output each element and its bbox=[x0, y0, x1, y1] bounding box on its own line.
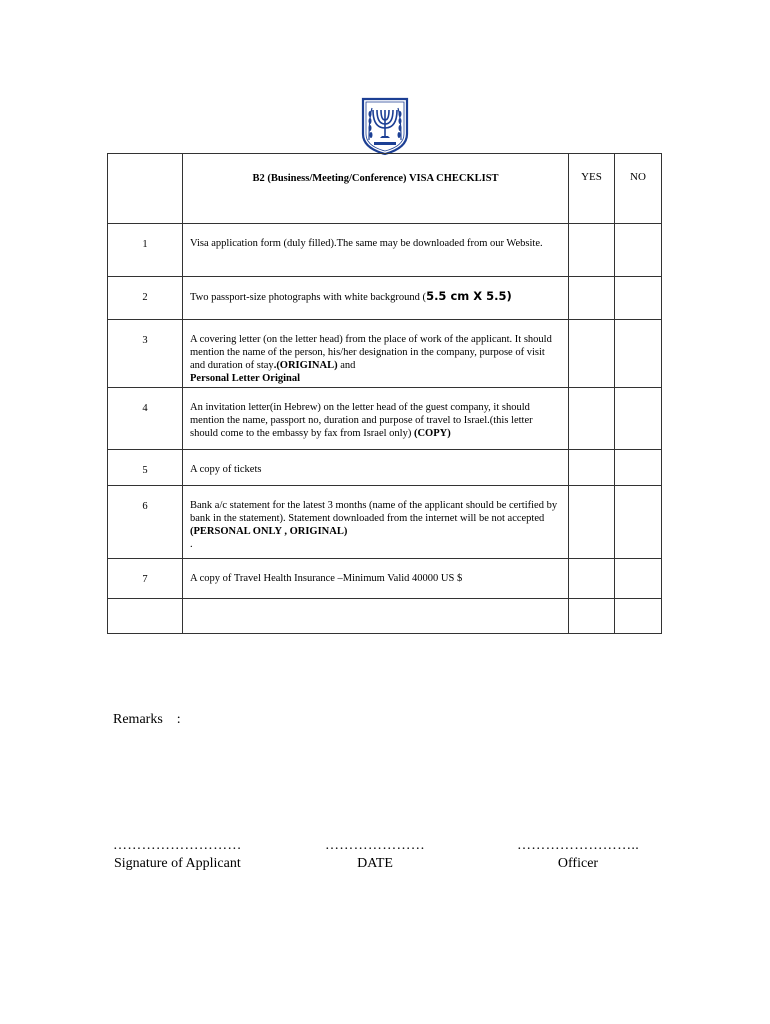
applicant-signature-block bbox=[113, 838, 242, 872]
yes-checkbox-cell[interactable] bbox=[569, 559, 615, 599]
date-block bbox=[325, 838, 425, 872]
table-row bbox=[108, 388, 662, 450]
table-row-empty bbox=[108, 599, 662, 634]
table-row bbox=[108, 277, 662, 320]
officer-label: Officer bbox=[557, 856, 599, 871]
remarks-line bbox=[113, 712, 181, 728]
row-description: Visa application form (duly filled).The same may be downloaded from our Website. bbox=[190, 238, 543, 249]
yes-column-header: YES bbox=[569, 154, 615, 224]
row-description: An invitation letter(in Hebrew) on the letter head of the guest company, it should mention the name, passport no, duration and purpose of travel to Israel.(this letter should come to the embassy by fax from Israel only) (COPY) bbox=[190, 402, 533, 439]
no-checkbox-cell[interactable] bbox=[615, 486, 662, 559]
yes-checkbox-cell[interactable] bbox=[569, 224, 615, 277]
header-number-cell bbox=[108, 154, 183, 224]
empty-number-cell bbox=[108, 599, 183, 634]
officer-signature-line[interactable]: …………………….. bbox=[517, 838, 639, 853]
row-description: A copy of tickets bbox=[190, 464, 262, 475]
officer-signature-block bbox=[517, 838, 639, 872]
yes-checkbox-cell[interactable] bbox=[569, 599, 615, 634]
yes-checkbox-cell[interactable] bbox=[569, 450, 615, 486]
row-number: 6 bbox=[142, 501, 148, 512]
no-checkbox-cell[interactable] bbox=[615, 450, 662, 486]
checklist-title: B2 (Business/Meeting/Conference) VISA CHECKLIST bbox=[183, 154, 569, 224]
row-description: A covering letter (on the letter head) from the place of work of the applicant. It should mention the name of the person, his/her designation in the company, purpose of visit and duration of stay.(ORIGINAL) and Personal Letter Original bbox=[190, 334, 552, 384]
row-number: 1 bbox=[142, 239, 148, 250]
no-checkbox-cell[interactable] bbox=[615, 559, 662, 599]
remarks-colon: : bbox=[176, 712, 181, 727]
yes-checkbox-cell[interactable] bbox=[569, 320, 615, 388]
table-row bbox=[108, 486, 662, 559]
applicant-signature-line[interactable]: ……………………… bbox=[113, 838, 242, 853]
yes-checkbox-cell[interactable] bbox=[569, 486, 615, 559]
yes-checkbox-cell[interactable] bbox=[569, 277, 615, 320]
no-checkbox-cell[interactable] bbox=[615, 388, 662, 450]
no-column-header: NO bbox=[615, 154, 662, 224]
table-row bbox=[108, 320, 662, 388]
no-checkbox-cell[interactable] bbox=[615, 224, 662, 277]
row-description: Two passport-size photographs with white background (5.5 cm X 5.5) bbox=[190, 289, 512, 303]
visa-checklist-table bbox=[107, 153, 662, 634]
table-row bbox=[108, 224, 662, 277]
row-number: 5 bbox=[142, 465, 148, 476]
no-checkbox-cell[interactable] bbox=[615, 320, 662, 388]
no-checkbox-cell[interactable] bbox=[615, 599, 662, 634]
row-description: A copy of Travel Health Insurance –Minimum Valid 40000 US $ bbox=[190, 573, 463, 584]
row-number: 2 bbox=[142, 292, 148, 303]
no-checkbox-cell[interactable] bbox=[615, 277, 662, 320]
table-header-row bbox=[108, 154, 662, 224]
date-label: DATE bbox=[357, 856, 393, 871]
date-line[interactable]: ………………… bbox=[325, 838, 426, 853]
row-number: 3 bbox=[142, 335, 148, 346]
row-description: Bank a/c statement for the latest 3 months (name of the applicant should be certified by bank in the statement). Statement downloaded from the internet will be not accepted (PERSONAL ONLY , ORIGINAL) . bbox=[190, 500, 558, 550]
table-row bbox=[108, 559, 662, 599]
row-number: 7 bbox=[142, 574, 148, 585]
israel-emblem-icon bbox=[360, 96, 410, 156]
applicant-signature-label: Signature of Applicant bbox=[113, 856, 241, 871]
empty-description-cell bbox=[183, 599, 569, 634]
table-row bbox=[108, 450, 662, 486]
photo-size-text: 5.5 cm X 5.5) bbox=[426, 289, 512, 303]
row-number: 4 bbox=[142, 403, 148, 414]
remarks-label: Remarks bbox=[113, 712, 163, 727]
yes-checkbox-cell[interactable] bbox=[569, 388, 615, 450]
